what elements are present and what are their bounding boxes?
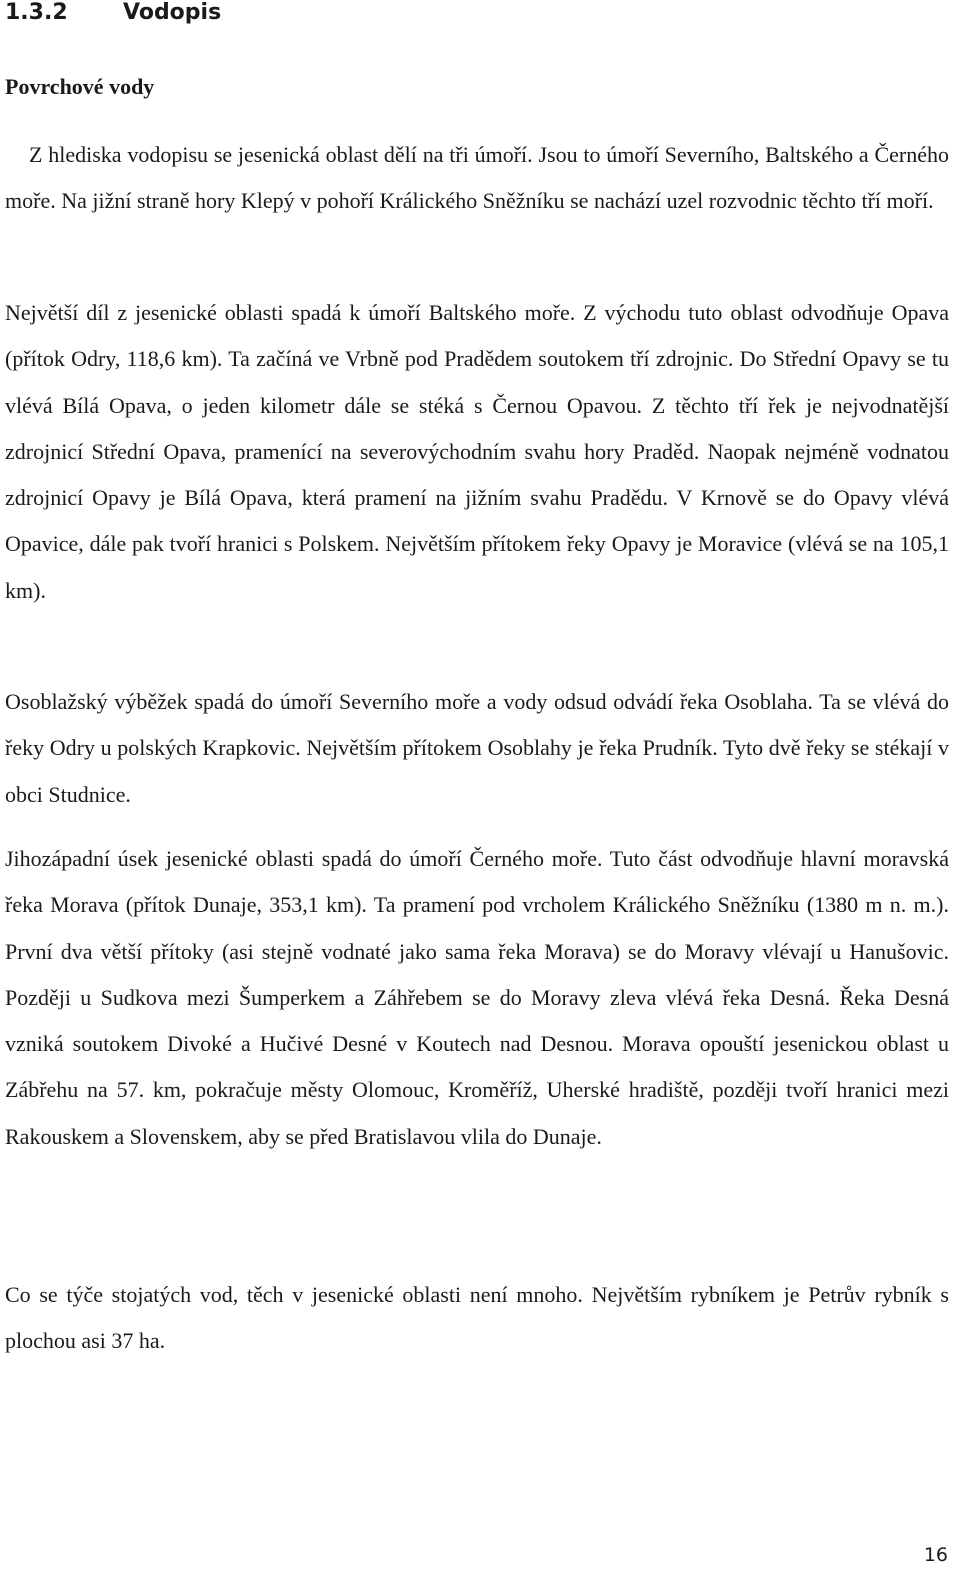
paragraph-osoblaha-river: Osoblažský výběžek spadá do úmoří Severního moře a vody odsud odvádí řeka Osoblaha. Ta se vlévá do řeky Odry u polských Krapkovic. Největším přítokem Osoblahy je řeka Prudník. Tyto dvě řeky se stékají v obci Studnice. [5,689,949,807]
page-number: 16 [923,1544,948,1566]
section-heading [5,0,221,28]
paragraph-drainage-basins: Z hlediska vodopisu se jesenická oblast dělí na tři úmoří. Jsou to úmoří Severního, Baltského a Černého moře. Na jižní straně hory Klepý v pohoří Králického Sněžníku se nachází uzel rozvodnic těchto tří moří. [5,142,949,214]
paragraph-opava-river: Největší díl z jesenické oblasti spadá k úmoří Baltského moře. Z východu tuto oblast odvodňuje Opava (přítok Odry, 118,6 km). Ta začíná ve Vrbně pod Pradědem soutokem tří zdrojnic. Do Střední Opavy se tu vlévá Bílá Opava, o jeden kilometr dále se stéká s Černou Opavou. Z těchto tří řek je nejvodnatější zdrojnicí Střední Opava, pramenící na severovýchodním svahu hory Praděd. Naopak nejméně vodnatou zdrojnicí Opavy je Bílá Opava, která pramení na jižním svahu Pradědu. V Krnově se do Opavy vlévá Opavice, dále pak tvoří hranici s Polskem. Největším přítokem řeky Opavy je Moravice (vlévá se na 105,1 km). [5,300,949,603]
section-number: 1.3.2 [5,0,68,25]
paragraph-standing-waters: Co se týče stojatých vod, těch v jesenické oblasti není mnoho. Největším rybníkem je Petrův rybník s plochou asi 37 ha. [5,1282,949,1354]
subsection-heading: Povrchové vody [5,74,155,99]
section-title: Vodopis [123,0,222,25]
paragraph-morava-river: Jihozápadní úsek jesenické oblasti spadá do úmoří Černého moře. Tuto část odvodňuje hlavní moravská řeka Morava (přítok Dunaje, 353,1 km). Ta pramení pod vrcholem Králického Sněžníku (1380 m n. m.). První dva větší přítoky (asi stejně vodnaté jako sama řeka Morava) se do Moravy vlévají u Hanušovic. Později u Sudkova mezi Šumperkem a Záhřebem se do Moravy zleva vlévá řeka Desná. Řeka Desná vzniká soutokem Divoké a Hučivé Desné v Koutech nad Desnou. Morava opouští jesenickou oblast u Zábřehu na 57. km, pokračuje městy Olomouc, Kroměříž, Uherské hradiště, později tvoří hranici mezi Rakouskem a Slovenskem, aby se před Bratislavou vlila do Dunaje. [5,846,949,1149]
